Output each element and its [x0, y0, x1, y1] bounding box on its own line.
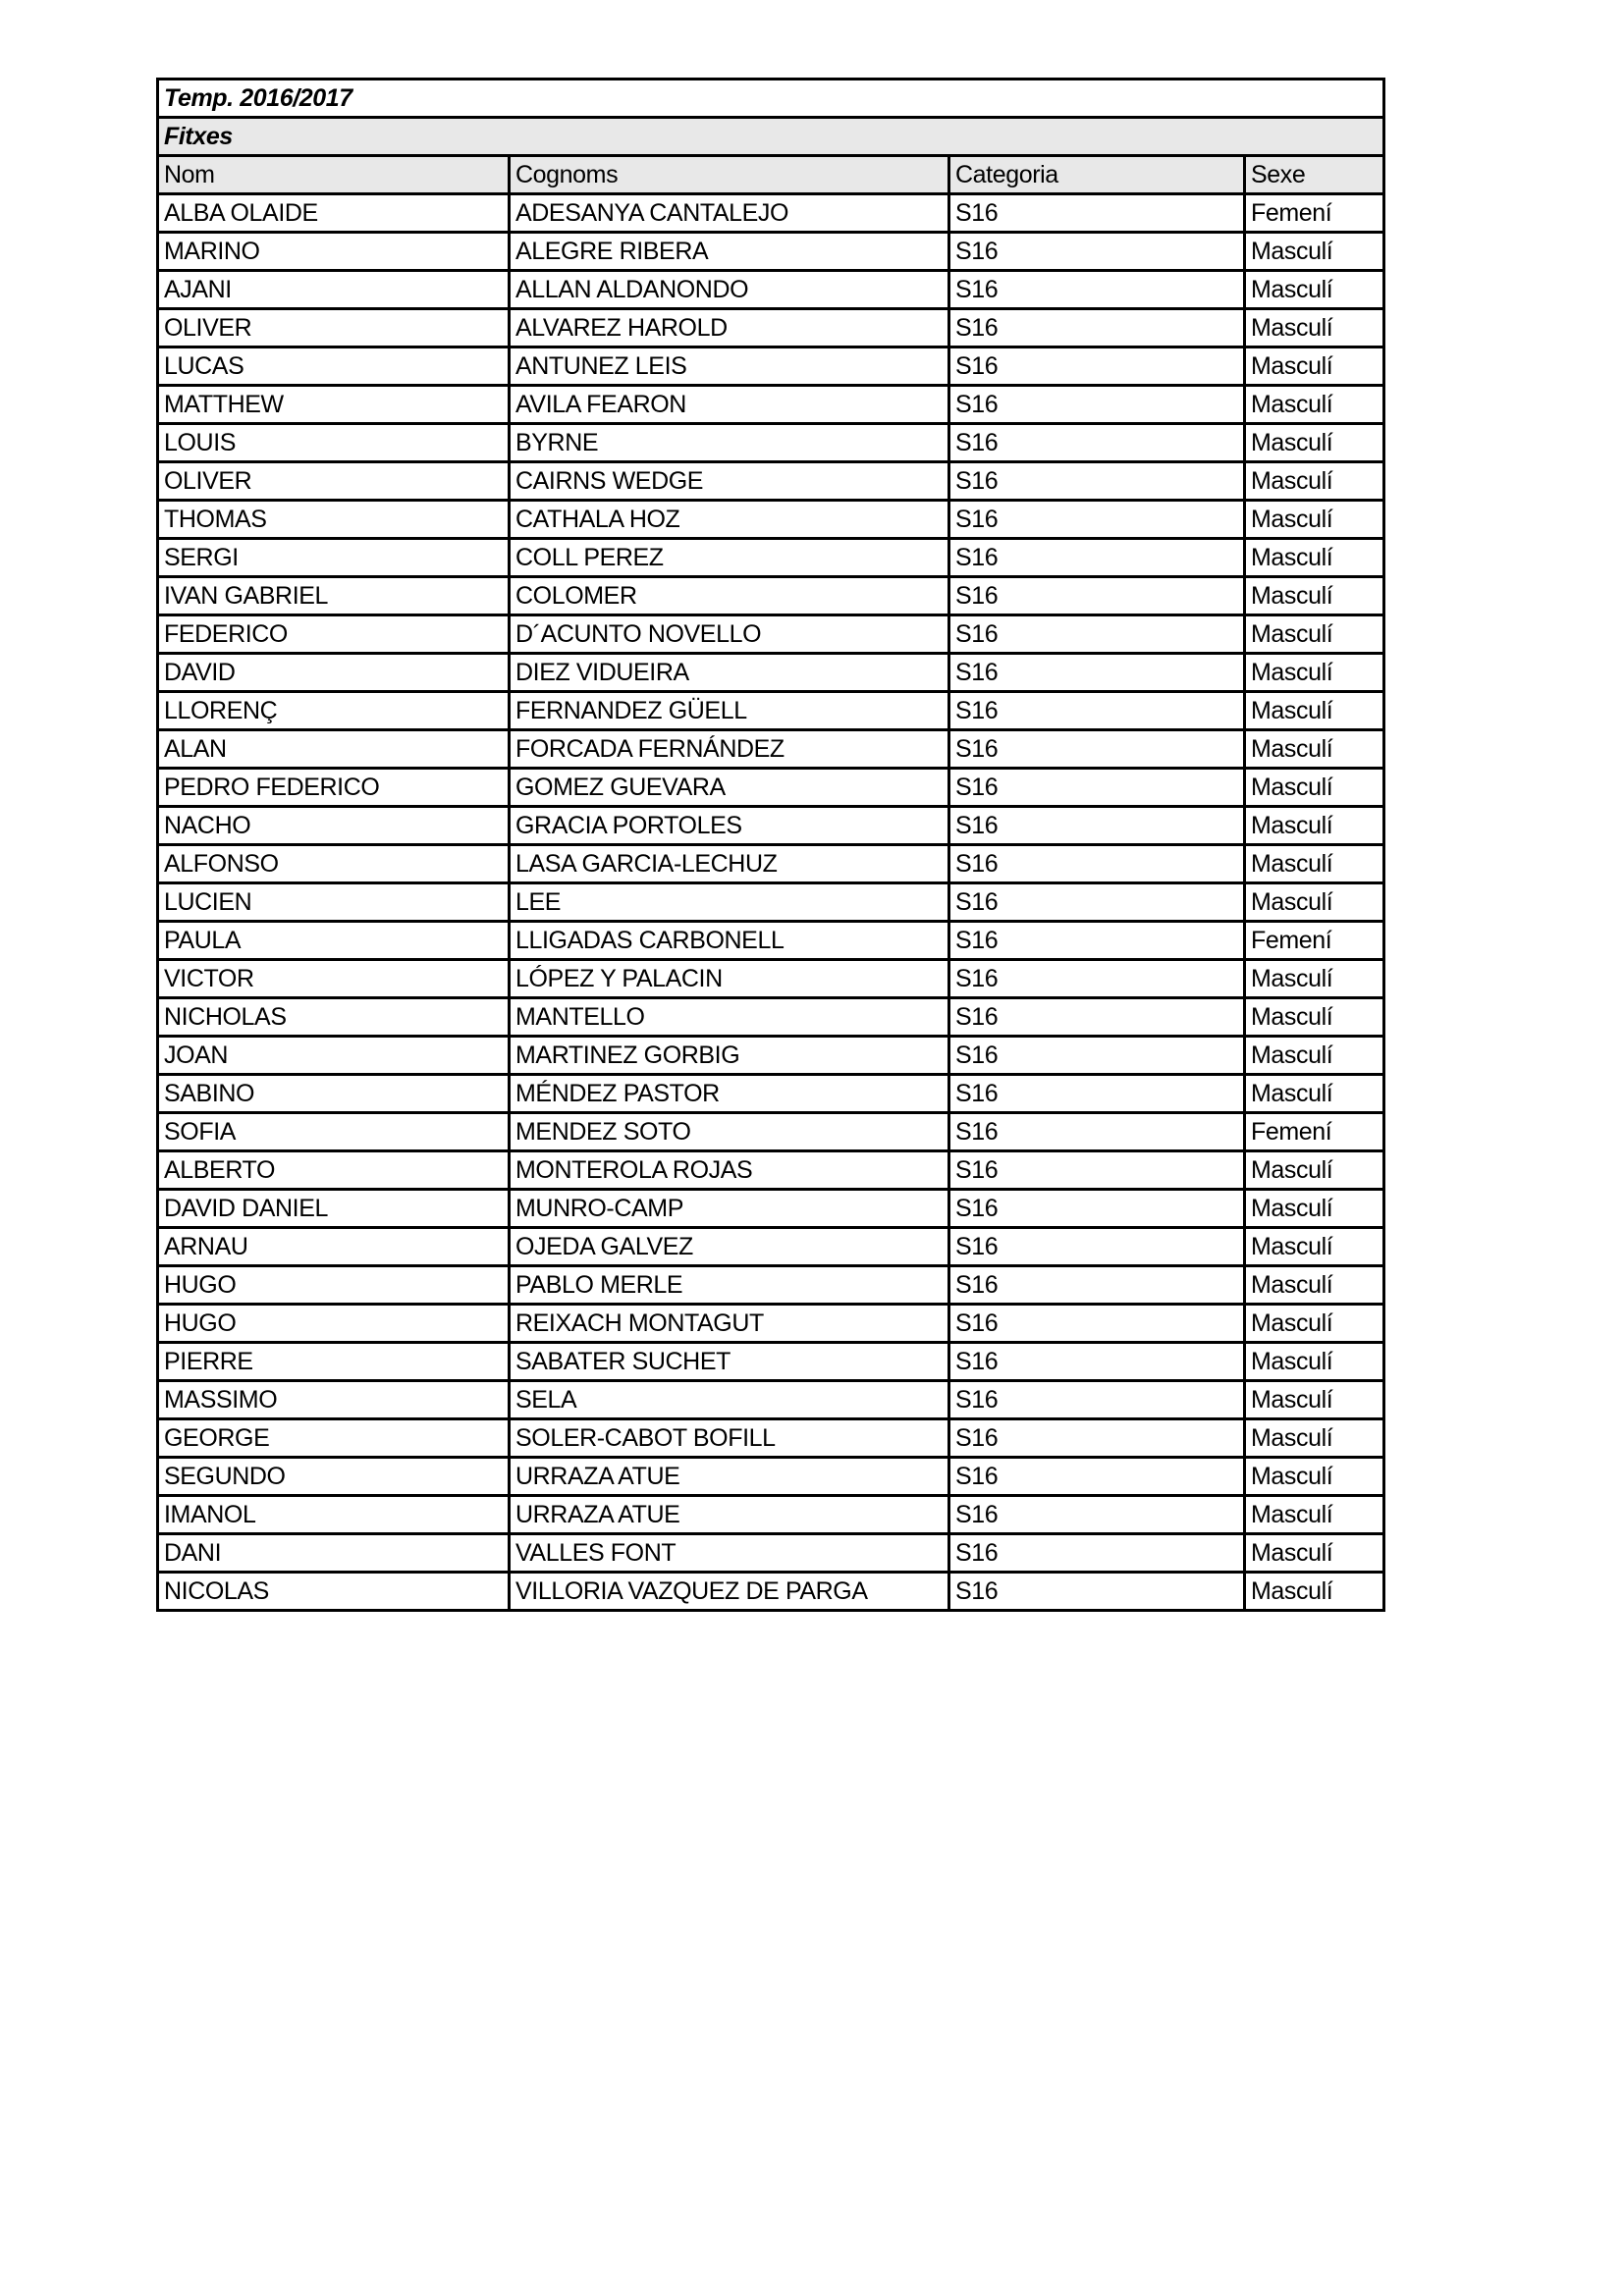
cell-categoria: S16 [949, 654, 1245, 692]
table-row [158, 1458, 1384, 1496]
cell-nom: PIERRE [158, 1343, 510, 1381]
cell-nom: FEDERICO [158, 615, 510, 654]
table-row [158, 233, 1384, 271]
table-row [158, 1151, 1384, 1190]
cell-sexe: Masculí [1245, 960, 1384, 998]
cell-cognoms: LÓPEZ Y PALACIN [510, 960, 949, 998]
cell-cognoms: URRAZA ATUE [510, 1458, 949, 1496]
cell-nom: LOUIS [158, 424, 510, 462]
cell-categoria: S16 [949, 1305, 1245, 1343]
season-title: Temp. 2016/2017 [158, 80, 1384, 118]
cell-sexe: Masculí [1245, 1419, 1384, 1458]
cell-cognoms: ADESANYA CANTALEJO [510, 194, 949, 233]
table-row [158, 424, 1384, 462]
cell-nom: SERGI [158, 539, 510, 577]
cell-nom: HUGO [158, 1266, 510, 1305]
cell-nom: SABINO [158, 1075, 510, 1113]
season-title-row [158, 80, 1384, 118]
cell-sexe: Masculí [1245, 1037, 1384, 1075]
cell-nom: NICHOLAS [158, 998, 510, 1037]
cell-nom: SEGUNDO [158, 1458, 510, 1496]
cell-nom: OLIVER [158, 309, 510, 347]
cell-categoria: S16 [949, 424, 1245, 462]
cell-sexe: Masculí [1245, 998, 1384, 1037]
cell-categoria: S16 [949, 960, 1245, 998]
cell-cognoms: SABATER SUCHET [510, 1343, 949, 1381]
cell-categoria: S16 [949, 1496, 1245, 1534]
cell-cognoms: MÉNDEZ PASTOR [510, 1075, 949, 1113]
cell-categoria: S16 [949, 271, 1245, 309]
cell-sexe: Masculí [1245, 577, 1384, 615]
table-row [158, 730, 1384, 769]
cell-cognoms: GOMEZ GUEVARA [510, 769, 949, 807]
cell-nom: ALBERTO [158, 1151, 510, 1190]
cell-cognoms: LASA GARCIA-LECHUZ [510, 845, 949, 883]
cell-cognoms: ALLAN ALDANONDO [510, 271, 949, 309]
cell-nom: MASSIMO [158, 1381, 510, 1419]
cell-categoria: S16 [949, 1113, 1245, 1151]
cell-sexe: Masculí [1245, 1266, 1384, 1305]
table-row [158, 1037, 1384, 1075]
table-row [158, 309, 1384, 347]
cell-categoria: S16 [949, 309, 1245, 347]
cell-cognoms: MARTINEZ GORBIG [510, 1037, 949, 1075]
cell-sexe: Masculí [1245, 1151, 1384, 1190]
table-row [158, 1343, 1384, 1381]
cell-categoria: S16 [949, 1343, 1245, 1381]
cell-nom: VICTOR [158, 960, 510, 998]
cell-sexe: Masculí [1245, 501, 1384, 539]
cell-sexe: Masculí [1245, 1190, 1384, 1228]
cell-categoria: S16 [949, 615, 1245, 654]
cell-nom: MARINO [158, 233, 510, 271]
cell-cognoms: PABLO MERLE [510, 1266, 949, 1305]
cell-sexe: Masculí [1245, 845, 1384, 883]
cell-sexe: Masculí [1245, 1381, 1384, 1419]
cell-categoria: S16 [949, 462, 1245, 501]
cell-sexe: Masculí [1245, 730, 1384, 769]
cell-categoria: S16 [949, 1075, 1245, 1113]
column-header-cognoms: Cognoms [510, 156, 949, 194]
table-row [158, 1190, 1384, 1228]
table-row [158, 1266, 1384, 1305]
table-row [158, 1496, 1384, 1534]
column-header-categoria: Categoria [949, 156, 1245, 194]
table-row [158, 692, 1384, 730]
cell-cognoms: ALEGRE RIBERA [510, 233, 949, 271]
cell-sexe: Masculí [1245, 233, 1384, 271]
cell-sexe: Masculí [1245, 424, 1384, 462]
table-row [158, 347, 1384, 386]
cell-categoria: S16 [949, 1381, 1245, 1419]
cell-cognoms: ALVAREZ HAROLD [510, 309, 949, 347]
section-title: Fitxes [158, 118, 1384, 156]
cell-categoria: S16 [949, 577, 1245, 615]
cell-cognoms: GRACIA PORTOLES [510, 807, 949, 845]
cell-categoria: S16 [949, 1419, 1245, 1458]
cell-categoria: S16 [949, 1151, 1245, 1190]
cell-sexe: Masculí [1245, 807, 1384, 845]
cell-cognoms: FORCADA FERNÁNDEZ [510, 730, 949, 769]
cell-sexe: Femení [1245, 1113, 1384, 1151]
table-row [158, 654, 1384, 692]
table-row [158, 1381, 1384, 1419]
cell-nom: THOMAS [158, 501, 510, 539]
cell-categoria: S16 [949, 1534, 1245, 1573]
cell-cognoms: BYRNE [510, 424, 949, 462]
cell-categoria: S16 [949, 998, 1245, 1037]
table-row [158, 883, 1384, 922]
cell-sexe: Masculí [1245, 654, 1384, 692]
cell-sexe: Masculí [1245, 1228, 1384, 1266]
cell-categoria: S16 [949, 233, 1245, 271]
table-row [158, 998, 1384, 1037]
table-row [158, 1075, 1384, 1113]
cell-categoria: S16 [949, 845, 1245, 883]
cell-nom: PAULA [158, 922, 510, 960]
cell-sexe: Masculí [1245, 883, 1384, 922]
cell-categoria: S16 [949, 922, 1245, 960]
cell-categoria: S16 [949, 1037, 1245, 1075]
cell-categoria: S16 [949, 386, 1245, 424]
table-row [158, 386, 1384, 424]
cell-sexe: Masculí [1245, 462, 1384, 501]
cell-nom: JOAN [158, 1037, 510, 1075]
cell-cognoms: D´ACUNTO NOVELLO [510, 615, 949, 654]
column-header-sexe: Sexe [1245, 156, 1384, 194]
roster-table [156, 78, 1385, 1612]
cell-sexe: Masculí [1245, 1075, 1384, 1113]
table-row [158, 1228, 1384, 1266]
cell-nom: NACHO [158, 807, 510, 845]
cell-nom: GEORGE [158, 1419, 510, 1458]
table-row [158, 1573, 1384, 1611]
cell-sexe: Masculí [1245, 1458, 1384, 1496]
cell-cognoms: VILLORIA VAZQUEZ DE PARGA [510, 1573, 949, 1611]
cell-categoria: S16 [949, 1228, 1245, 1266]
roster-table-body [158, 80, 1384, 1611]
cell-categoria: S16 [949, 692, 1245, 730]
cell-nom: ALAN [158, 730, 510, 769]
cell-sexe: Masculí [1245, 1496, 1384, 1534]
cell-cognoms: MENDEZ SOTO [510, 1113, 949, 1151]
cell-nom: HUGO [158, 1305, 510, 1343]
cell-sexe: Masculí [1245, 347, 1384, 386]
cell-categoria: S16 [949, 1266, 1245, 1305]
cell-categoria: S16 [949, 347, 1245, 386]
cell-cognoms: CATHALA HOZ [510, 501, 949, 539]
cell-cognoms: AVILA FEARON [510, 386, 949, 424]
cell-categoria: S16 [949, 1573, 1245, 1611]
cell-cognoms: CAIRNS WEDGE [510, 462, 949, 501]
cell-sexe: Masculí [1245, 615, 1384, 654]
cell-cognoms: DIEZ VIDUEIRA [510, 654, 949, 692]
cell-nom: NICOLAS [158, 1573, 510, 1611]
cell-nom: DANI [158, 1534, 510, 1573]
cell-cognoms: MONTEROLA ROJAS [510, 1151, 949, 1190]
cell-sexe: Masculí [1245, 1573, 1384, 1611]
cell-categoria: S16 [949, 1458, 1245, 1496]
cell-categoria: S16 [949, 730, 1245, 769]
cell-categoria: S16 [949, 883, 1245, 922]
cell-categoria: S16 [949, 1190, 1245, 1228]
cell-sexe: Femení [1245, 194, 1384, 233]
cell-cognoms: COLOMER [510, 577, 949, 615]
table-row [158, 845, 1384, 883]
table-row [158, 922, 1384, 960]
cell-nom: IMANOL [158, 1496, 510, 1534]
section-title-row [158, 118, 1384, 156]
cell-nom: MATTHEW [158, 386, 510, 424]
table-row [158, 1419, 1384, 1458]
table-row [158, 1305, 1384, 1343]
cell-sexe: Masculí [1245, 1305, 1384, 1343]
cell-nom: ALFONSO [158, 845, 510, 883]
table-row [158, 960, 1384, 998]
table-row [158, 615, 1384, 654]
cell-nom: ALBA OLAIDE [158, 194, 510, 233]
table-row [158, 271, 1384, 309]
cell-sexe: Masculí [1245, 309, 1384, 347]
cell-nom: PEDRO FEDERICO [158, 769, 510, 807]
cell-categoria: S16 [949, 194, 1245, 233]
cell-sexe: Masculí [1245, 1534, 1384, 1573]
cell-categoria: S16 [949, 769, 1245, 807]
cell-sexe: Masculí [1245, 1343, 1384, 1381]
cell-cognoms: FERNANDEZ GÜELL [510, 692, 949, 730]
cell-nom: DAVID DANIEL [158, 1190, 510, 1228]
cell-nom: LUCAS [158, 347, 510, 386]
cell-categoria: S16 [949, 539, 1245, 577]
cell-nom: OLIVER [158, 462, 510, 501]
cell-cognoms: LLIGADAS CARBONELL [510, 922, 949, 960]
cell-nom: AJANI [158, 271, 510, 309]
cell-sexe: Masculí [1245, 386, 1384, 424]
cell-cognoms: COLL PEREZ [510, 539, 949, 577]
cell-cognoms: SOLER-CABOT BOFILL [510, 1419, 949, 1458]
table-row [158, 807, 1384, 845]
cell-sexe: Femení [1245, 922, 1384, 960]
table-row [158, 194, 1384, 233]
cell-nom: LLORENÇ [158, 692, 510, 730]
cell-nom: LUCIEN [158, 883, 510, 922]
column-header-nom: Nom [158, 156, 510, 194]
cell-sexe: Masculí [1245, 769, 1384, 807]
cell-sexe: Masculí [1245, 539, 1384, 577]
cell-categoria: S16 [949, 807, 1245, 845]
cell-cognoms: MUNRO-CAMP [510, 1190, 949, 1228]
table-row [158, 1113, 1384, 1151]
cell-nom: IVAN GABRIEL [158, 577, 510, 615]
cell-cognoms: SELA [510, 1381, 949, 1419]
table-row [158, 462, 1384, 501]
cell-sexe: Masculí [1245, 692, 1384, 730]
cell-cognoms: MANTELLO [510, 998, 949, 1037]
cell-nom: ARNAU [158, 1228, 510, 1266]
table-row [158, 577, 1384, 615]
cell-cognoms: LEE [510, 883, 949, 922]
cell-sexe: Masculí [1245, 271, 1384, 309]
cell-cognoms: ANTUNEZ LEIS [510, 347, 949, 386]
table-row [158, 1534, 1384, 1573]
cell-cognoms: URRAZA ATUE [510, 1496, 949, 1534]
cell-cognoms: VALLES FONT [510, 1534, 949, 1573]
table-row [158, 501, 1384, 539]
table-row [158, 539, 1384, 577]
cell-categoria: S16 [949, 501, 1245, 539]
cell-cognoms: OJEDA GALVEZ [510, 1228, 949, 1266]
cell-cognoms: REIXACH MONTAGUT [510, 1305, 949, 1343]
column-header-row [158, 156, 1384, 194]
cell-nom: SOFIA [158, 1113, 510, 1151]
table-row [158, 769, 1384, 807]
cell-nom: DAVID [158, 654, 510, 692]
